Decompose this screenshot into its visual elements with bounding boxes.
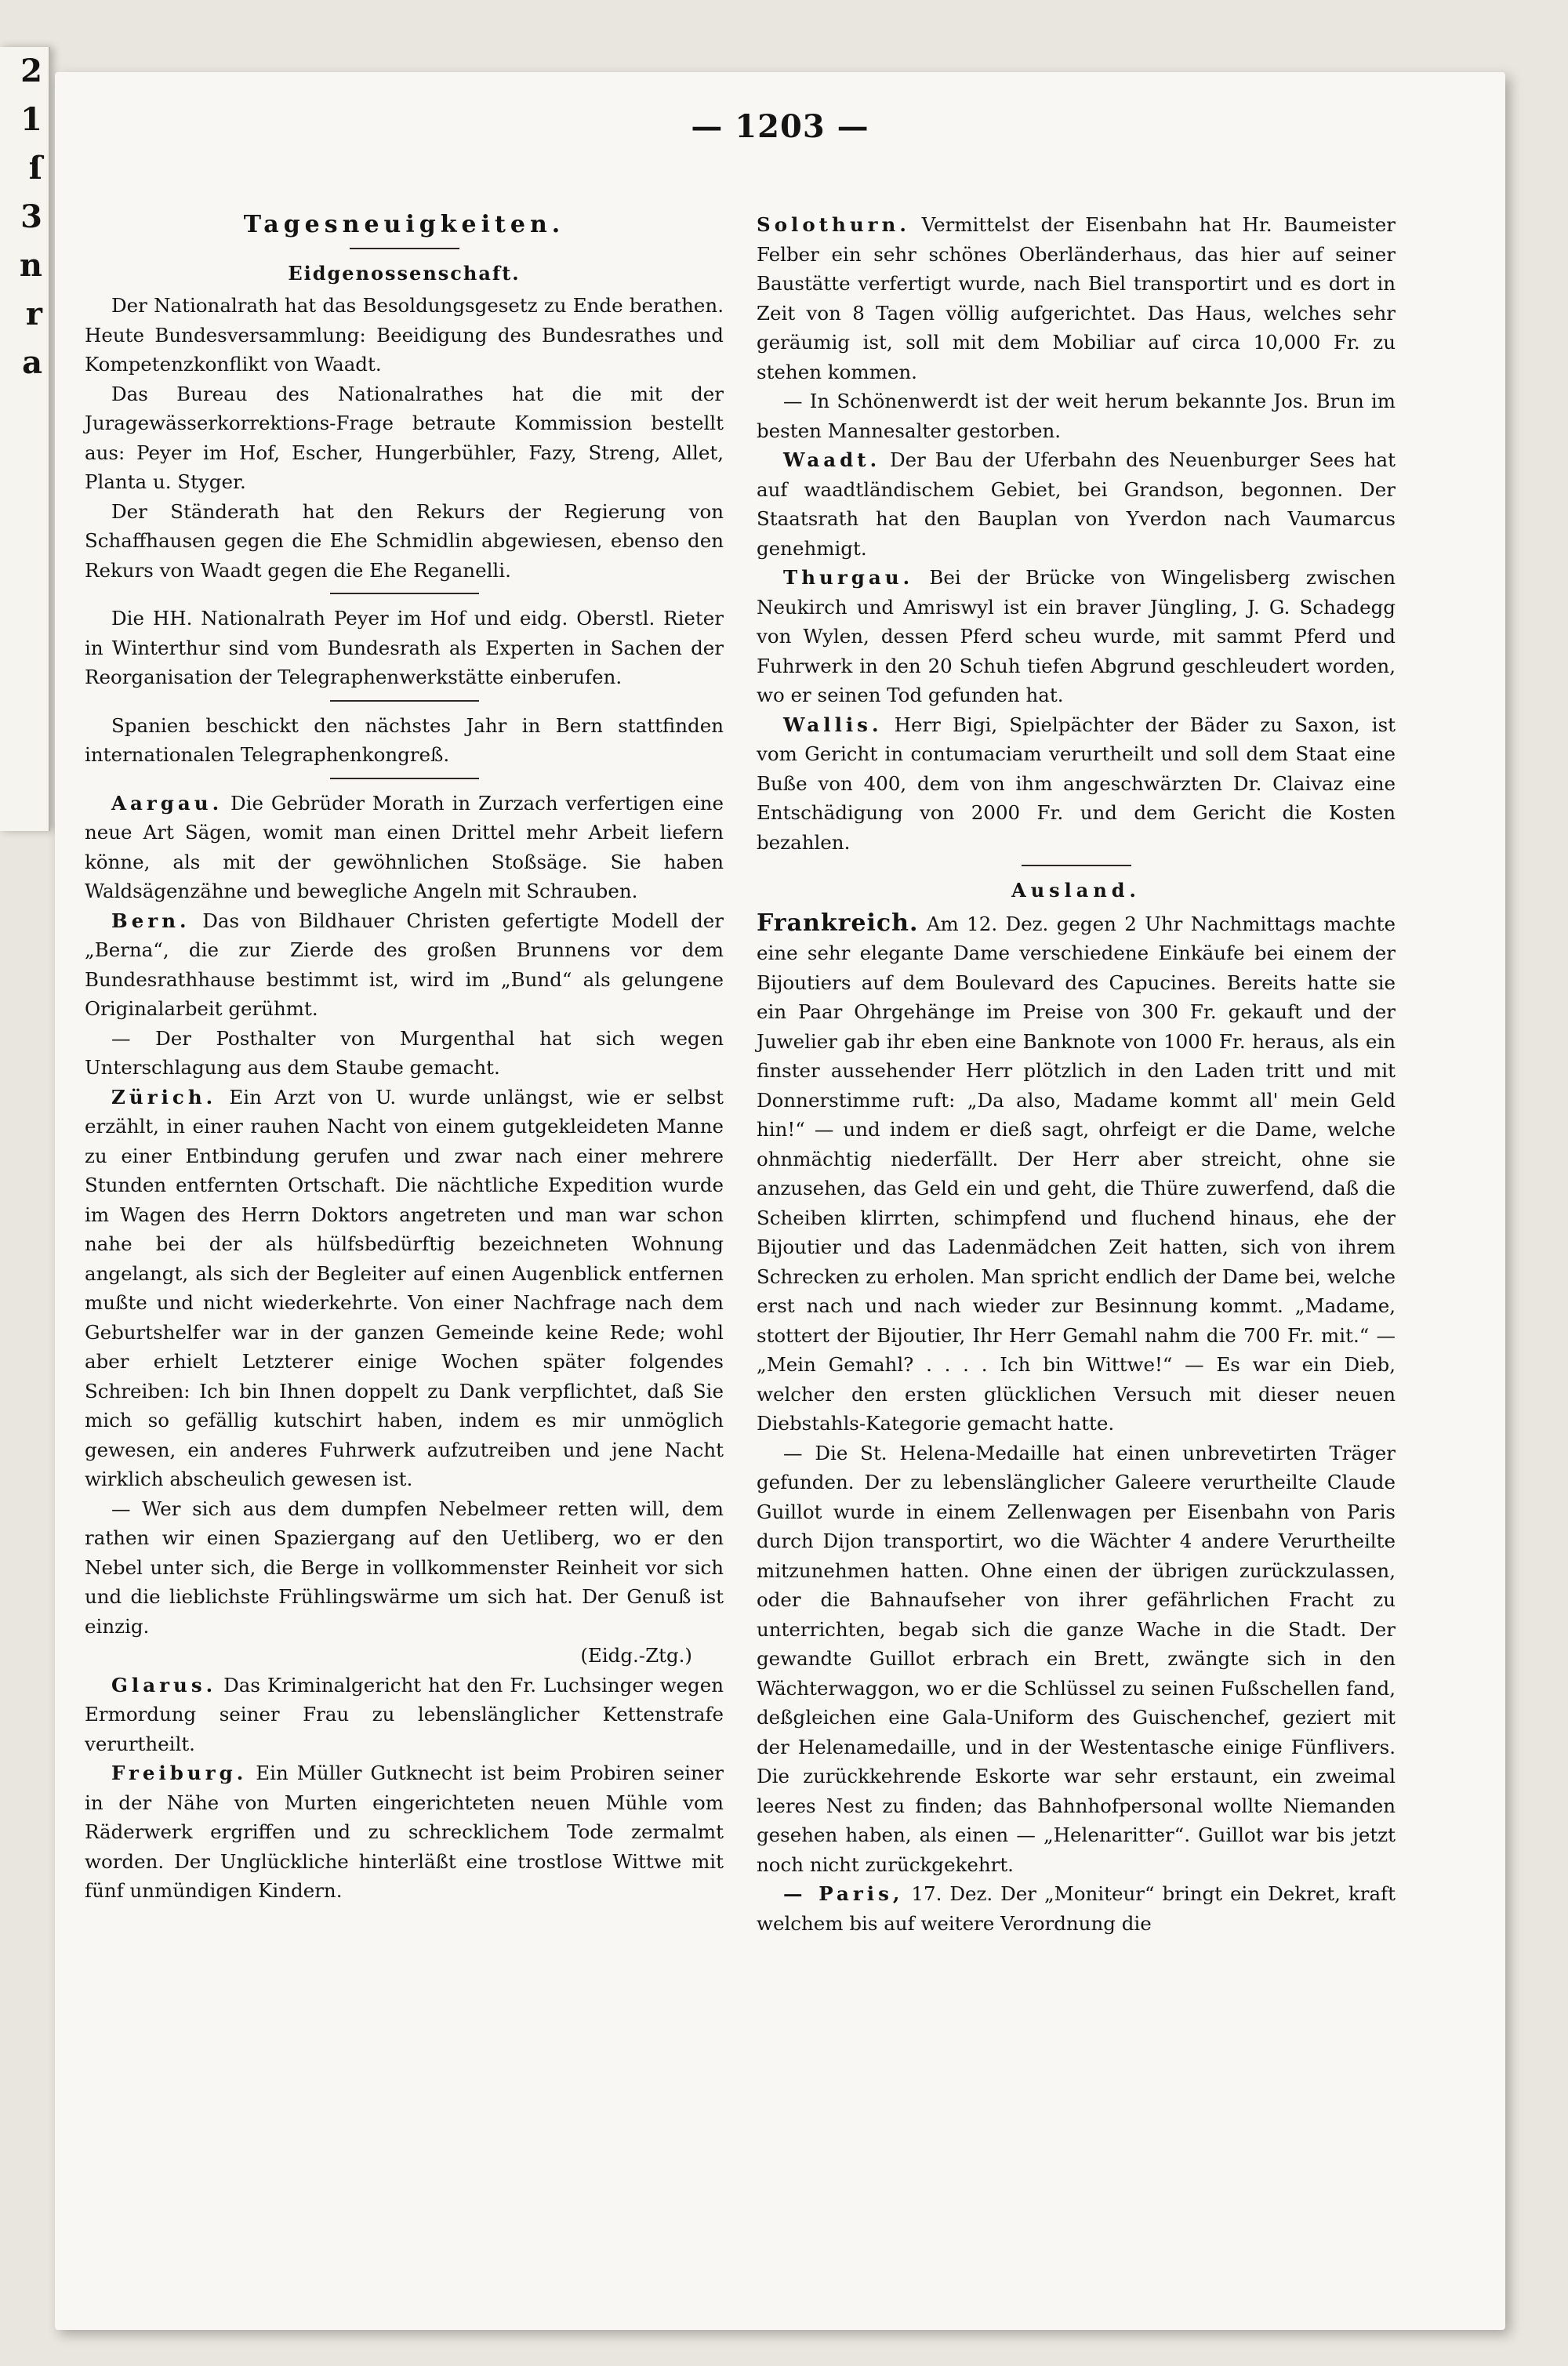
- paragraph-text: Herr Bigi, Spielpächter der Bäder zu Saxon, ist vom Gericht in contumaciam verurtheilt und soll dem Staat eine Buße von 400, dem von ihm angeschwärzten Dr. Claivaz eine Entschädigung von 2000 Fr. und dem Gericht die Kosten bezahlen.: [757, 713, 1396, 854]
- divider: [330, 593, 479, 594]
- paragraph-text: 17. Dez. Der „Moniteur“ bringt ein Dekret, kraft welchem bis auf weitere Verordnung die: [757, 1882, 1396, 1935]
- ausland-heading: Ausland.: [1011, 879, 1141, 902]
- place-name: — Paris,: [783, 1882, 904, 1905]
- place-name: Wallis.: [783, 713, 883, 736]
- article-paragraph: [85, 1758, 724, 1906]
- article-paragraph: [85, 1083, 724, 1494]
- article-paragraph: [757, 1879, 1396, 1938]
- article-paragraph: [757, 710, 1396, 858]
- article-paragraph: — Die St. Helena-Medaille hat einen unbrevetirten Träger gefunden. Der zu lebenslänglicher Galeere verurtheilte Claude Guillot wurde in einem Zellenwagen per Eisenbahn von Paris durch Dijon transportirt, wo die Wächter 4 andere Verurtheilte mitzunehmen hatten. Ohne einen der übrigen zurückzulassen, oder die Bahnaufseher von ihrer gefährlichen Fracht zu unterrichten, begab sich die ganze Wache in die Stadt. Der gewandte Guillot erbrach ein Brett, zwängte sich in den Wächterwaggon, wo er die Schlüssel zu seinen Fußschellen fand, deßgleichen eine Gala-Uniform des Guischenchef, geziert mit der Helenamedaille, und in der Westentasche einige Fünflivers. Die zurückkehrende Eskorte war sehr erstaunt, ein zweimal leeres Nest zu finden; das Bahnhofpersonal wollte Niemanden gesehen haben, als einen — „Helenaritter“. Guillot war bis jetzt noch nicht zurückgekehrt.: [757, 1441, 1396, 1876]
- article-paragraph: [757, 210, 1396, 386]
- prev-page-fragment: r: [25, 296, 42, 332]
- prev-page-fragment: 1: [20, 101, 42, 138]
- prev-page-fragment: a: [22, 344, 42, 381]
- place-name: Solothurn.: [757, 213, 910, 236]
- paragraph-text: Vermittelst der Eisenbahn hat Hr. Baumeister Felber ein sehr schönes Oberländerhaus, das hier auf seiner Baustätte verfertigt wurde, nach Biel transportirt und es dort in Zeit von 8 Tagen völlig aufgerichtet. Das Haus, welches sehr geräumig ist, soll mit dem Mobiliar auf circa 10,000 Fr. zu stehen kommen.: [757, 213, 1396, 383]
- place-name: Zürich.: [111, 1085, 217, 1109]
- article-paragraph: [757, 445, 1396, 563]
- article-paragraph: [85, 1494, 724, 1671]
- place-name: Freiburg.: [111, 1762, 248, 1784]
- prev-page-fragment: 2: [20, 53, 42, 89]
- article-paragraph: [757, 909, 1396, 1439]
- divider: [1022, 865, 1131, 866]
- newspaper-page: [55, 72, 1505, 2330]
- place-name: Waadt.: [783, 448, 881, 471]
- paragraph-text: Das Kriminalgericht hat den Fr. Luchsinger wegen Ermordung seiner Frau zu lebenslänglicher Kettenstrafe verurtheilt.: [85, 1673, 724, 1755]
- divider: [350, 248, 459, 249]
- article-paragraph: Spanien beschickt den nächstes Jahr in Bern stattfinden internationalen Telegraphenkongreß.: [85, 713, 724, 766]
- country-name: Frankreich.: [757, 909, 919, 937]
- article-paragraph: — Der Posthalter von Murgenthal hat sich wegen Unterschlagung aus dem Staube gemacht.: [85, 1026, 724, 1079]
- place-name: Glarus.: [111, 1673, 217, 1696]
- article-paragraph: Die HH. Nationalrath Peyer im Hof und eidg. Oberstl. Rieter in Winterthur sind vom Bundesrath als Experten in Sachen der Reorganisation der Telegraphenwerkstätte einberufen.: [85, 607, 724, 688]
- section-heading: Tagesneuigkeiten.: [243, 211, 565, 238]
- divider: [330, 778, 479, 779]
- place-name: Aargau.: [111, 791, 223, 815]
- paragraph-text: Das von Bildhauer Christen gefertigte Modell der „Berna“, die zur Zierde des großen Brunnens vor dem Bundesrathhause bestimmt ist, wird im „Bund“ als gelungene Originalarbeit gerühmt.: [85, 909, 724, 1020]
- subsection-heading: Eidgenossenschaft.: [288, 261, 521, 285]
- article-paragraph: Der Ständerath hat den Rekurs der Regierung von Schaffhausen gegen die Ehe Schmidlin abgewiesen, ebenso den Rekurs von Waadt gegen die Ehe Reganelli.: [85, 499, 724, 582]
- article-paragraph: — In Schönenwerdt ist der weit herum bekannte Jos. Brun im besten Mannesalter gestorben.: [757, 390, 1396, 442]
- article-paragraph: Der Nationalrath hat das Besoldungsgesetz zu Ende berathen. Heute Bundesversammlung: Beeidigung des Bundesrathes und Kompetenzkonflikt von Waadt.: [85, 294, 724, 376]
- divider: [330, 700, 479, 702]
- left-column: [85, 210, 724, 1906]
- previous-page-edge: [0, 47, 50, 831]
- page-number: — 1203 —: [691, 108, 869, 145]
- paragraph-text: Ein Arzt von U. wurde unlängst, wie er selbst erzählt, in einer rauhen Nacht von einem gutgekleideten Manne zu einer Entbindung gerufen und zwar nach einer mehrere Stunden entfernten Ortschaft. Die nächtliche Expedition wurde im Wagen des Herrn Doktors angetreten und man war schon nahe bei der als hülfsbedürftig bezeichneten Wohnung angelangt, als sich der Begleiter auf einen Augenblick entfernen mußte und nicht wiederkehrte. Von einer Nachfrage nach dem Geburtshelfer war in der ganzen Gemeinde keine Rede; wohl aber erhielt Letzterer einige Wochen später folgendes Schreiben: Ich bin Ihnen doppelt zu Dank verpflichtet, daß Sie mich so gefällig kutschirt haben, indem es mir unmöglich gewesen, ein anderes Fuhrwerk aufzutreiben und jene Nacht wirklich abscheulich gewesen ist.: [85, 1085, 724, 1490]
- article-paragraph: [85, 906, 724, 1024]
- article-paragraph: [85, 1671, 724, 1759]
- paragraph-text: Die Gebrüder Morath in Zurzach verfertigen eine neue Art Sägen, womit man einen Drittel mehr Arbeit liefern könne, als mit der gewöhnlichen Stoßsäge. Sie haben Waldsägenzähne und bewegliche Angeln mit Schrauben.: [85, 791, 724, 902]
- prev-page-fragment: n: [19, 247, 42, 284]
- source-attribution: (Eidg.-Ztg.): [580, 1644, 692, 1667]
- paragraph-text: Bei der Brücke von Wingelisberg zwischen Neukirch und Amriswyl ist ein braver Jüngling, J. G. Schadegg von Wylen, dessen Pferd scheu wurde, mit sammt Pferd und Fuhrwerk in den 20 Schuh tiefen Abgrund geschleudert worden, wo er seinen Tod gefunden hat.: [757, 566, 1396, 706]
- place-name: Bern.: [111, 909, 191, 932]
- right-column: [757, 210, 1396, 1938]
- article-paragraph: Das Bureau des Nationalrathes hat die mit der Juragewässerkorrektions-Frage betraute Kommission bestellt aus: Peyer im Hof, Escher, Hungerbühler, Fazy, Streng, Allet, Planta u. Styger.: [85, 382, 724, 493]
- article-paragraph: [757, 563, 1396, 710]
- paragraph-text: Ein Müller Gutknecht ist beim Probiren seiner in der Nähe von Murten eingerichteten neuen Mühle vom Räderwerk ergriffen und zu schrecklichem Tode zermalmt worden. Der Unglückliche hinterläßt eine trostlose Wittwe mit fünf unmündigen Kindern.: [85, 1762, 724, 1902]
- article-paragraph: [85, 789, 724, 906]
- paragraph-text: Der Bau der Uferbahn des Neuenburger Sees hat auf waadtländischem Gebiet, bei Grandson, begonnen. Der Staatsrath hat den Bauplan von Yverdon nach Vaumarcus genehmigt.: [757, 448, 1396, 560]
- paragraph-text: Am 12. Dez. gegen 2 Uhr Nachmittags machte eine sehr elegante Dame verschiedene Einkäufe bei einem der Bijoutiers auf dem Boulevard des Capucines. Bereits hatte sie ein Paar Ohrgehänge im Preise von 300 Fr. gekauft und der Juwelier gab ihr eben eine Banknote von 1000 Fr. heraus, als ein finster aussehender Herr plötzlich in den Laden tritt und mit Donnerstimme ruft: „Da also, Madame kommt all' mein Geld hin!“ — und indem er dieß sagt, ohrfeigt er die Dame, welche ohnmächtig niederfällt. Der Herr aber streicht, ohne sie anzusehen, das Geld ein und geht, die Thüre zuwerfend, daß die Scheiben klirrten, schimpfend und fluchend hinaus, ehe der Bijoutier und das Ladenmädchen Zeit hatten, sich von ihrem Schrecken zu erholen. Man spricht endlich der Dame bei, welche erst nach und nach wieder zur Besinnung kommt. „Madame, stottert der Bijoutier, Ihr Herr Gemahl nahm die 700 Fr. mit.“ — „Mein Gemahl? . . . . Ich bin Wittwe!“ — Es war ein Dieb, welcher den ersten glücklichen Versuch mit dieser neuen Diebstahls-Kategorie gemacht hatte.: [757, 912, 1396, 1435]
- place-name: Thurgau.: [783, 566, 914, 589]
- paragraph-text: — Wer sich aus dem dumpfen Nebelmeer retten will, dem rathen wir einen Spaziergang auf den Uetliberg, wo er den Nebel unter sich, die Berge in vollkommenster Reinheit vor sich und die lieblichste Frühlingswärme um sich hat. Der Genuß ist einzig.: [85, 1497, 724, 1638]
- prev-page-fragment: 3: [20, 198, 42, 235]
- prev-page-fragment: ſ: [28, 150, 42, 187]
